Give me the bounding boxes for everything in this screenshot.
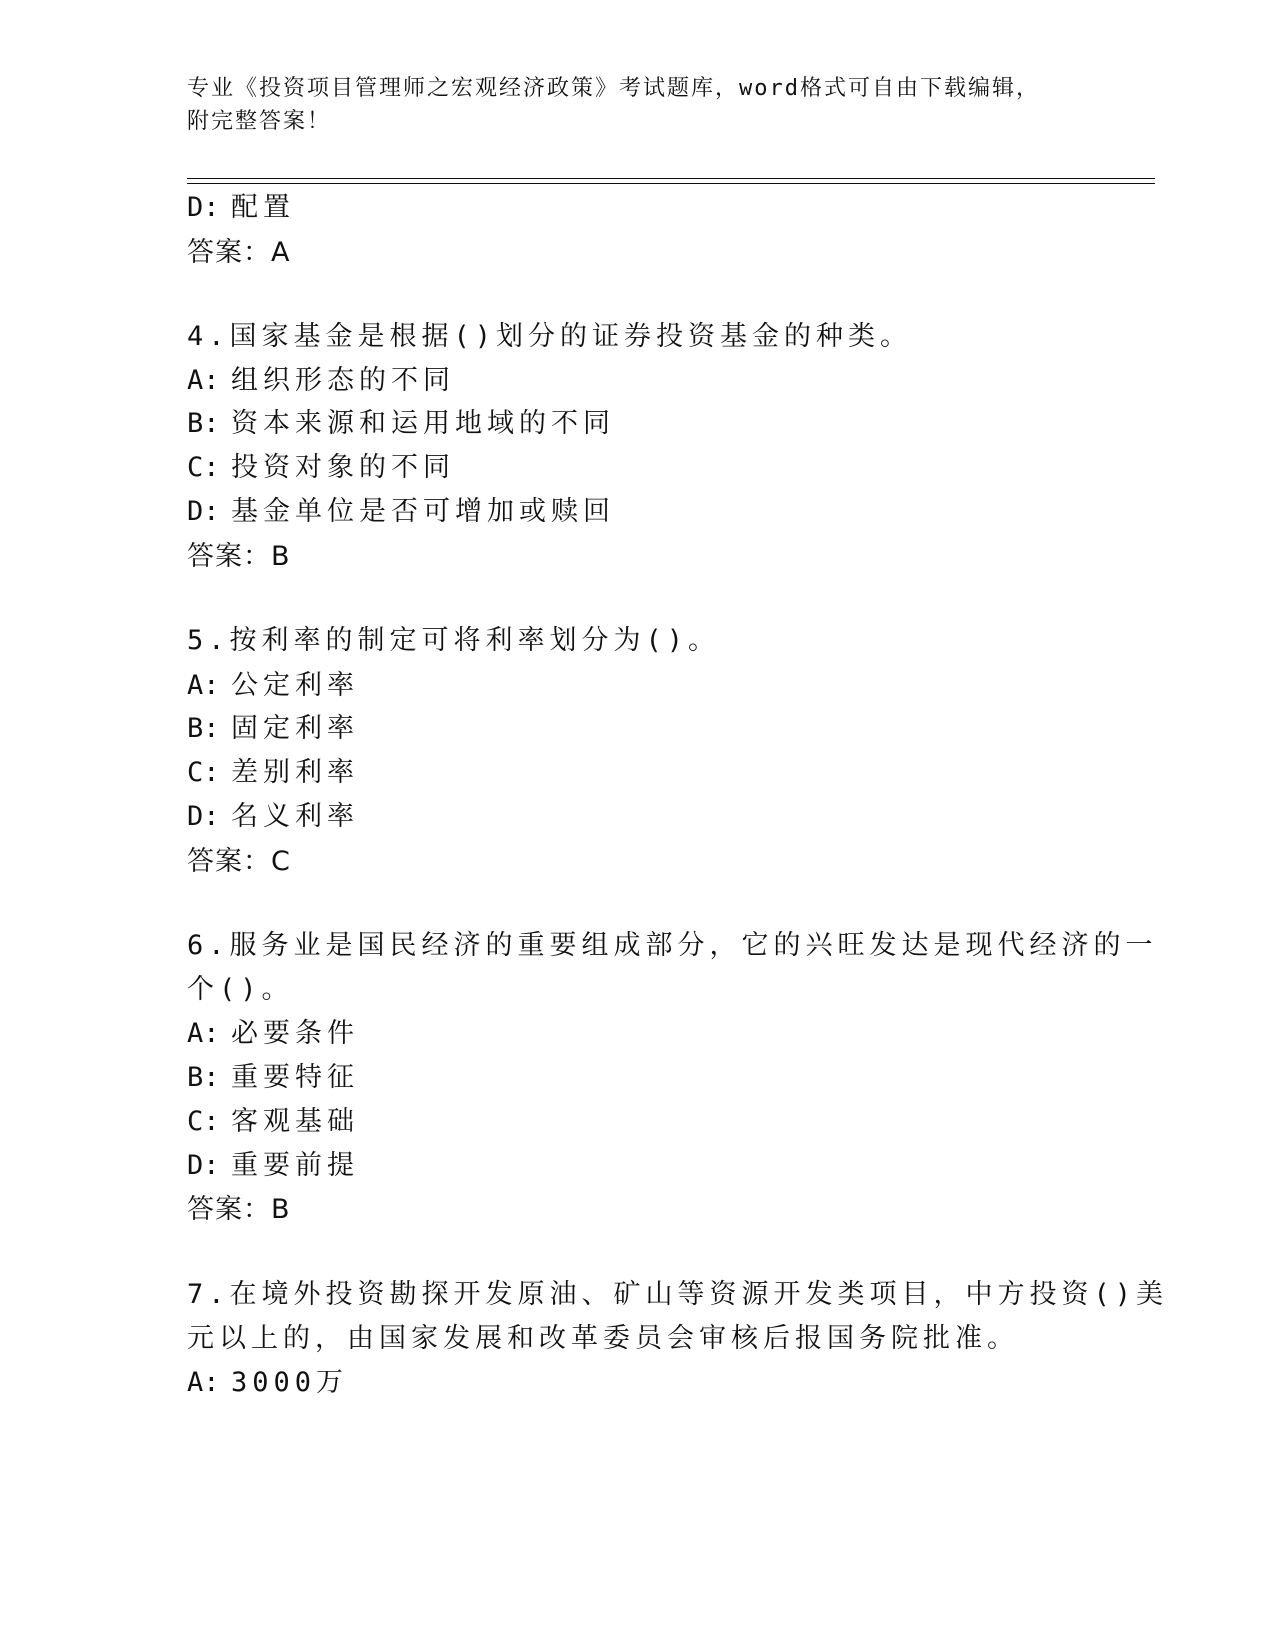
option-letter: A:	[187, 670, 220, 701]
q3-answer: 答案：A	[187, 237, 291, 268]
option-letter: C:	[187, 452, 220, 483]
q6-option-a	[187, 1016, 359, 1052]
option-text: 资本来源和运用地域的不同	[231, 408, 615, 439]
q4-option-d	[187, 494, 615, 530]
header-line-2: 附完整答案！	[187, 109, 332, 134]
q5-option-b	[187, 711, 359, 747]
option-letter: C:	[187, 757, 220, 788]
q6-option-d	[187, 1148, 359, 1184]
option-letter: A:	[187, 1018, 220, 1049]
q4-option-a	[187, 363, 455, 399]
option-text: 基金单位是否可增加或赎回	[231, 496, 615, 527]
document-header	[187, 72, 1087, 138]
option-text: 投资对象的不同	[231, 452, 455, 483]
option-text: 公定利率	[231, 670, 359, 701]
q5-option-c	[187, 755, 359, 791]
option-text: 客观基础	[231, 1106, 359, 1137]
q6-stem-line-2: 个()。	[187, 974, 294, 1005]
q5-answer: 答案：C	[187, 846, 291, 877]
header-divider-bottom	[187, 183, 1155, 184]
option-letter: A:	[187, 365, 220, 396]
q7-stem-line-1: 7.在境外投资勘探开发原油、矿山等资源开发类项目，中方投资()美	[187, 1279, 1169, 1310]
option-text: 差别利率	[231, 757, 359, 788]
header-line-1: 专业《投资项目管理师之宏观经济政策》考试题库，word格式可自由下载编辑，	[187, 76, 1040, 101]
option-letter: D:	[187, 496, 220, 527]
option-letter: A:	[187, 1367, 220, 1398]
q7-option-a	[187, 1365, 348, 1401]
option-text: 必要条件	[231, 1018, 359, 1049]
option-letter: B:	[187, 1062, 220, 1093]
q6-option-b	[187, 1060, 359, 1096]
q4-stem: 4.国家基金是根据()划分的证券投资基金的种类。	[187, 321, 913, 352]
option-letter: B:	[187, 408, 220, 439]
q5-option-d	[187, 799, 359, 835]
header-divider-top	[187, 178, 1155, 179]
option-text: 3000万	[231, 1367, 349, 1398]
q5-option-a	[187, 668, 359, 704]
q4-option-c	[187, 450, 455, 486]
option-letter: D:	[187, 192, 220, 223]
q4-option-b	[187, 406, 615, 442]
option-text: 重要前提	[231, 1150, 359, 1181]
option-text: 固定利率	[231, 713, 359, 744]
q6-stem-line-1: 6.服务业是国民经济的重要组成部分，它的兴旺发达是现代经济的一	[187, 930, 1158, 961]
q4-answer: 答案：B	[187, 541, 291, 572]
q6-answer: 答案：B	[187, 1194, 291, 1225]
q3-option-d	[187, 190, 295, 226]
option-letter: D:	[187, 1150, 220, 1181]
option-text: 名义利率	[231, 801, 359, 832]
option-letter: B:	[187, 713, 220, 744]
option-letter: C:	[187, 1106, 220, 1137]
q7-stem-line-2: 元以上的，由国家发展和改革委员会审核后报国务院批准。	[187, 1323, 1019, 1354]
q6-option-c	[187, 1104, 359, 1140]
q5-stem: 5.按利率的制定可将利率划分为()。	[187, 625, 721, 656]
option-text: 组织形态的不同	[231, 365, 455, 396]
option-letter: D:	[187, 801, 220, 832]
option-text: 重要特征	[231, 1062, 359, 1093]
option-text: 配置	[231, 192, 295, 223]
